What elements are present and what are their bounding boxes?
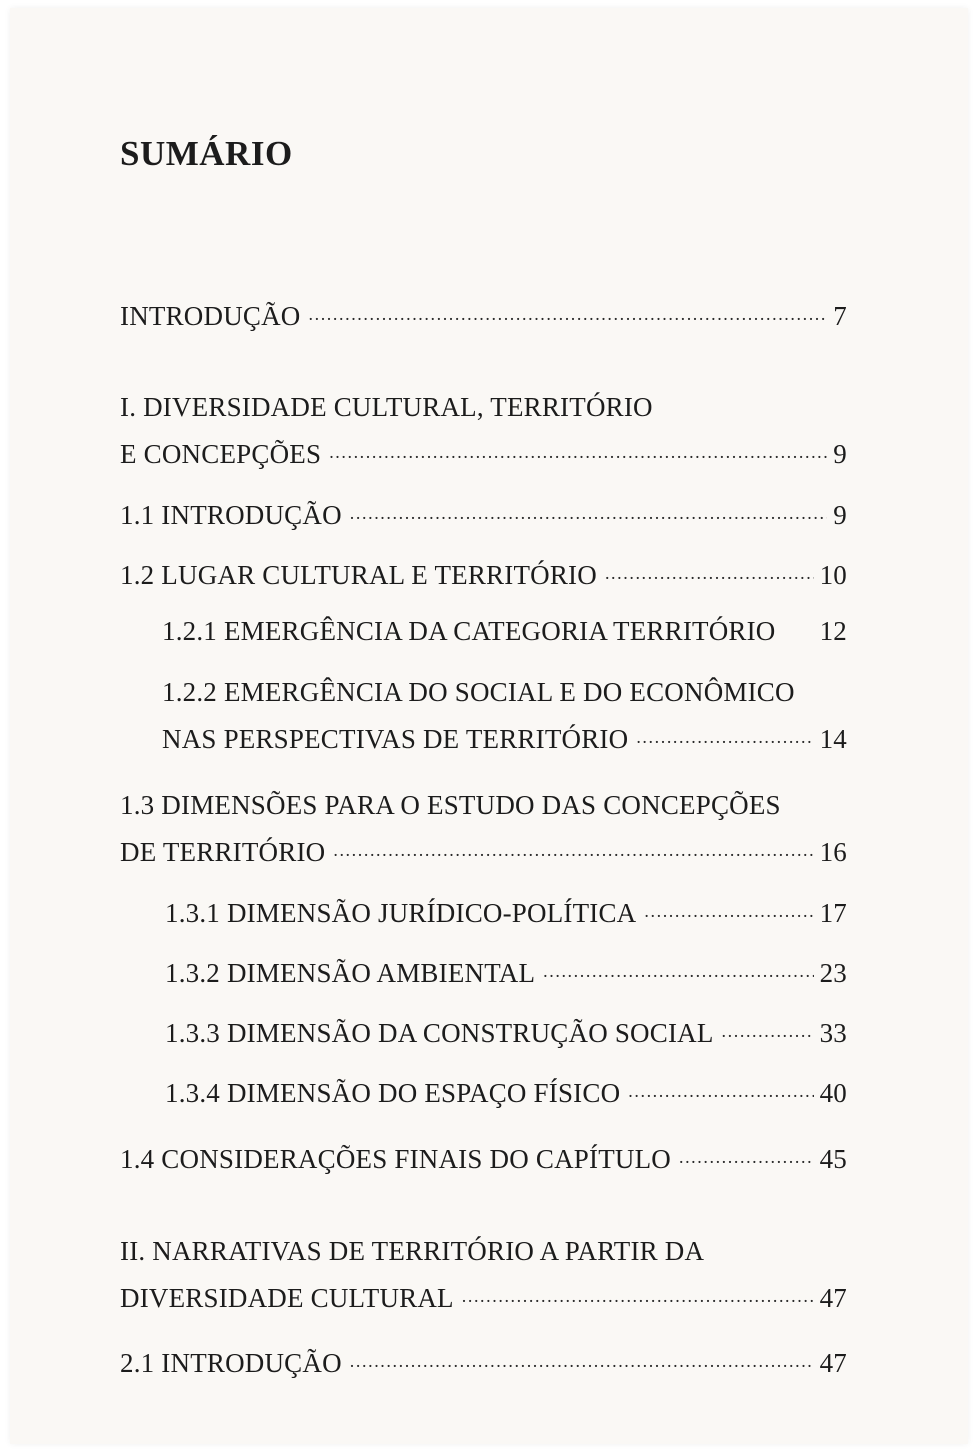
toc-leader-dots — [329, 436, 827, 463]
toc-entry-1-3-2 — [165, 955, 847, 987]
toc-page-number: 45 — [819, 1144, 847, 1174]
toc-entry-title: 1.2 LUGAR CULTURAL E TERRITÓRIO — [120, 560, 597, 590]
toc-entry-1-3 — [120, 792, 847, 866]
toc-leader-dots — [644, 895, 813, 922]
toc-entry-2-1 — [120, 1345, 847, 1377]
toc-page-number: 40 — [819, 1078, 847, 1108]
toc-entry-title: 1.4 CONSIDERAÇÕES FINAIS DO CAPÍTULO — [120, 1144, 671, 1174]
toc-page-number: 7 — [833, 301, 847, 331]
toc-entry-1-2 — [120, 557, 847, 589]
toc-entry-1-2-1 — [162, 618, 847, 645]
toc-page-number: 9 — [833, 500, 847, 530]
toc-page-number: 33 — [819, 1018, 847, 1048]
toc-entry-chapter-2 — [120, 1238, 847, 1312]
toc-page-number: 17 — [819, 898, 847, 928]
toc-entry-1-3-3 — [165, 1015, 847, 1047]
toc-leader-dots — [722, 1015, 814, 1042]
toc-entry-title-line1: II. NARRATIVAS DE TERRITÓRIO A PARTIR DA — [120, 1236, 705, 1266]
toc-page-number: 10 — [819, 560, 847, 590]
toc-entry-title-line1: 1.2.2 EMERGÊNCIA DO SOCIAL E DO ECONÔMICO — [162, 677, 795, 707]
toc-entry-title-line1: I. DIVERSIDADE CULTURAL, TERRITÓRIO — [120, 392, 653, 422]
toc-entry-title: 2.1 INTRODUÇÃO — [120, 1348, 342, 1378]
toc-entry-title: 1.3.3 DIMENSÃO DA CONSTRUÇÃO SOCIAL — [165, 1018, 714, 1048]
toc-entry-title: 1.3.2 DIMENSÃO AMBIENTAL — [165, 958, 536, 988]
toc-entry-title: DIVERSIDADE CULTURAL — [120, 1283, 454, 1313]
toc-entry-title: E CONCEPÇÕES — [120, 439, 322, 469]
toc-page-number: 14 — [819, 724, 847, 754]
toc-leader-dots — [350, 1345, 814, 1372]
toc-entry-title: 1.3.4 DIMENSÃO DO ESPAÇO FÍSICO — [165, 1078, 621, 1108]
toc-entry-title: DE TERRITÓRIO — [120, 837, 326, 867]
toc-entry-introducao — [120, 298, 847, 330]
toc-page-number: 9 — [833, 439, 847, 469]
toc-page-number: 16 — [819, 837, 847, 867]
toc-leader-dots — [309, 298, 828, 325]
toc-entry-title: 1.2.1 EMERGÊNCIA DA CATEGORIA TERRITÓRIO — [162, 616, 776, 646]
toc-entry-1-1 — [120, 497, 847, 529]
toc-entry-title: 1.3.1 DIMENSÃO JURÍDICO-POLÍTICA — [165, 898, 637, 928]
toc-page-number: 47 — [819, 1348, 847, 1378]
page-title: SUMÁRIO — [120, 134, 293, 173]
toc-entry-1-2-2 — [162, 679, 847, 753]
toc-leader-dots — [679, 1141, 814, 1168]
toc-leader-dots — [605, 557, 814, 584]
toc-entry-1-3-1 — [165, 895, 847, 927]
toc-entry-title: INTRODUÇÃO — [120, 301, 301, 331]
toc-leader-dots — [543, 955, 813, 982]
toc-entry-1-3-4 — [165, 1075, 847, 1107]
toc-page-number: 12 — [819, 616, 847, 646]
toc-page-number: 23 — [819, 958, 847, 988]
toc-leader-dots — [333, 834, 813, 861]
toc-entry-1-4 — [120, 1141, 847, 1173]
toc-entry-title: 1.1 INTRODUÇÃO — [120, 500, 342, 530]
toc-leader-dots — [636, 721, 813, 748]
toc-page-number: 47 — [819, 1283, 847, 1313]
toc-leader-dots — [462, 1280, 814, 1307]
toc-entry-title-line1: 1.3 DIMENSÕES PARA O ESTUDO DAS CONCEPÇÕES — [120, 790, 781, 820]
toc-leader-dots — [350, 497, 828, 524]
toc-leader-dots — [628, 1075, 813, 1102]
toc-entry-title: NAS PERSPECTIVAS DE TERRITÓRIO — [162, 724, 629, 754]
toc-entry-chapter-1 — [120, 394, 847, 468]
